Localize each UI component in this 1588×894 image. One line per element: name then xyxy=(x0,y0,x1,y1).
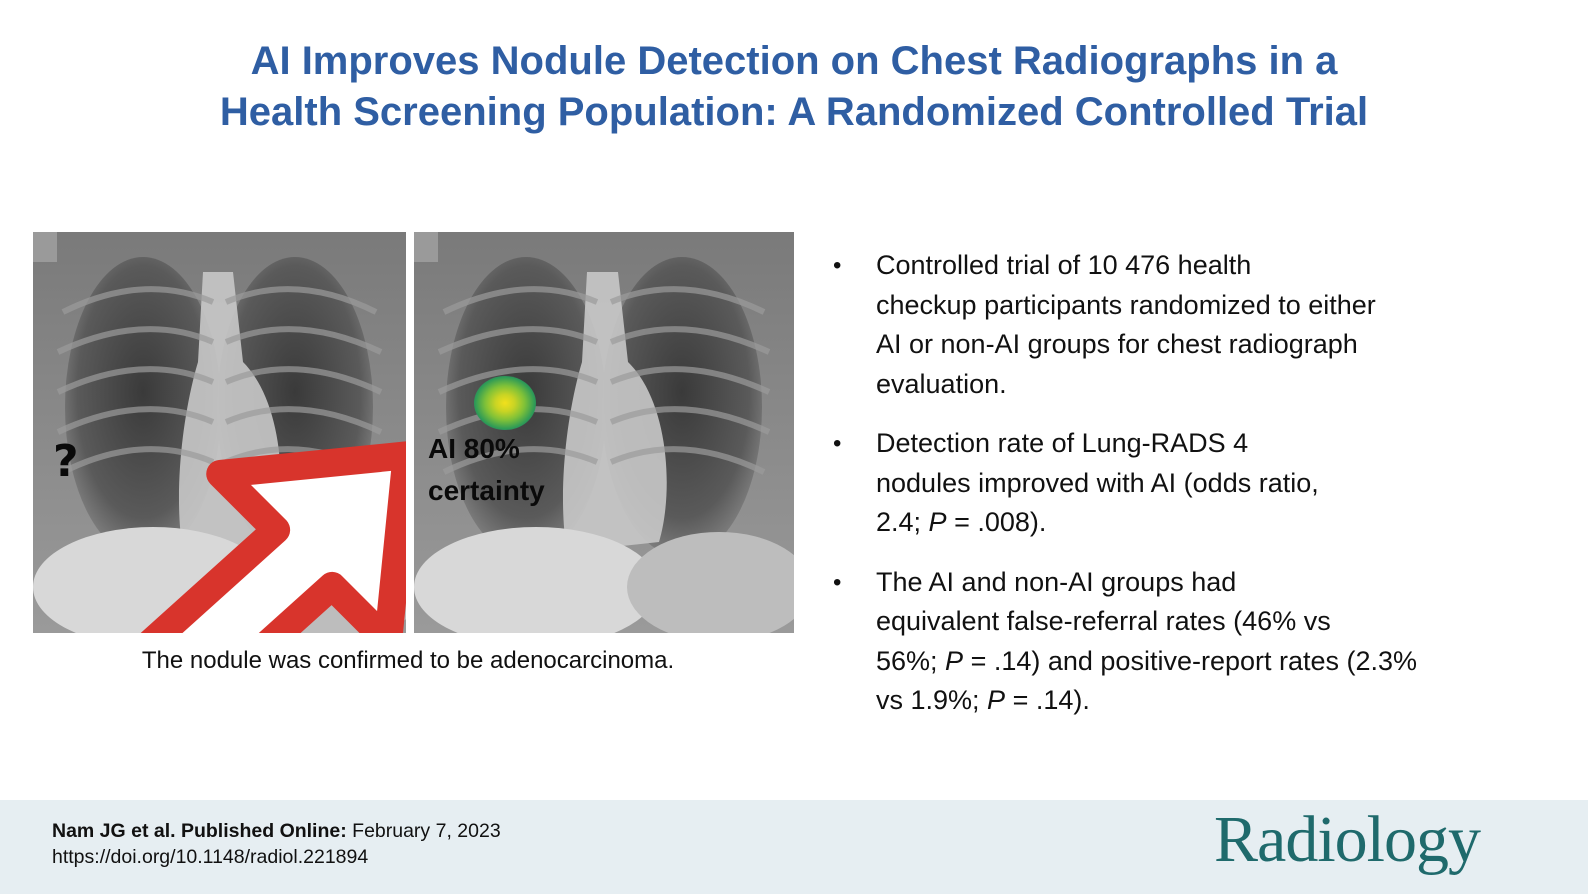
key-point-line: equivalent false-referral rates (46% vs xyxy=(876,606,1331,636)
ai-heatmap-spot xyxy=(474,376,536,430)
p-value-symbol: P xyxy=(987,685,1006,715)
citation xyxy=(52,818,501,870)
figure-caption: The nodule was confirmed to be adenocarcinoma. xyxy=(141,647,675,674)
slide-title xyxy=(0,36,1588,138)
key-point xyxy=(830,246,1510,404)
ai-certainty-text: certainty xyxy=(428,475,545,506)
text-segment: = .14) and positive-report rates (2.3% xyxy=(963,645,1418,676)
key-point-line: evaluation. xyxy=(876,368,1007,399)
key-point-line: checkup participants randomized to either xyxy=(876,289,1376,320)
radiology-logo: Radiology xyxy=(1214,803,1480,876)
ai-certainty-label xyxy=(428,428,545,512)
chest-radiograph-left xyxy=(33,232,406,633)
bullet-dot-icon: • xyxy=(833,430,842,457)
p-value-symbol: P xyxy=(928,507,947,537)
citation-authors: Nam JG et al. Published Online: xyxy=(52,820,347,842)
title-line-2: Health Screening Population: A Randomized Controlled Trial xyxy=(219,90,1369,134)
chest-radiograph-ai xyxy=(414,232,794,633)
corner-marker xyxy=(33,232,57,262)
ai-certainty-value: AI 80% xyxy=(428,433,520,464)
text-segment: 2.4; xyxy=(876,507,929,537)
text-segment: = .14). xyxy=(1005,685,1090,715)
bullet-dot-icon: • xyxy=(833,252,842,279)
citation-line-1 xyxy=(52,818,501,844)
title-line-1: AI Improves Nodule Detection on Chest Radiographs in a xyxy=(250,39,1338,83)
corner-marker xyxy=(414,232,438,262)
key-point-line xyxy=(876,503,1510,543)
key-point-line: Controlled trial of 10 476 health xyxy=(876,250,1252,280)
key-point-line: Detection rate of Lung-RADS 4 xyxy=(876,428,1249,458)
doi-link[interactable]: https://doi.org/10.1148/radiol.221894 xyxy=(52,846,369,868)
text-segment: vs 1.9%; xyxy=(876,685,988,715)
key-point-line xyxy=(876,642,1510,682)
citation-date: February 7, 2023 xyxy=(346,820,501,842)
key-point-line: AI or non-AI groups for chest radiograph xyxy=(876,329,1358,359)
key-point xyxy=(830,563,1510,721)
key-point-line: nodules improved with AI (odds ratio, xyxy=(876,467,1319,498)
p-value-symbol: P xyxy=(945,645,964,676)
arrow-icon xyxy=(71,404,406,633)
key-point-line xyxy=(876,681,1510,721)
key-points-list xyxy=(830,246,1510,721)
bullet-dot-icon: • xyxy=(833,568,842,596)
key-point-line: The AI and non-AI groups had xyxy=(876,566,1237,597)
footer-bar xyxy=(0,800,1588,894)
key-point xyxy=(830,424,1510,543)
text-segment: = .008). xyxy=(946,507,1047,537)
uncertain-marker: ? xyxy=(53,436,79,487)
text-segment: 56%; xyxy=(876,645,946,676)
